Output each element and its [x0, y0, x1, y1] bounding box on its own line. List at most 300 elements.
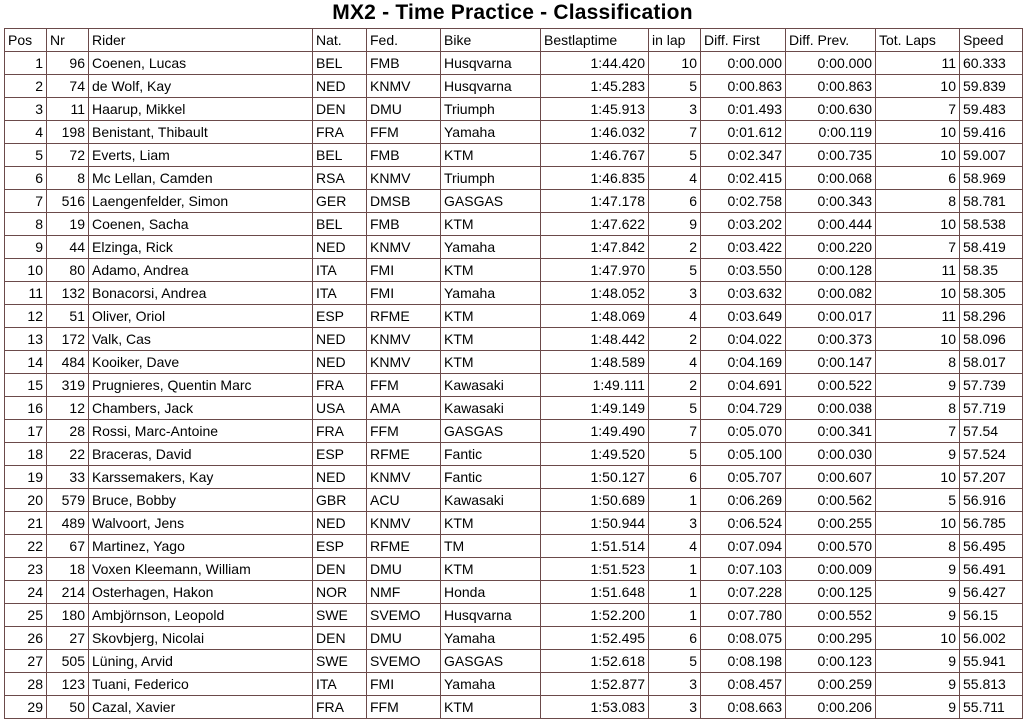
bestlaptime-cell: 1:51.514 [541, 535, 649, 558]
in-lap-cell: 5 [649, 75, 701, 98]
nr-cell: 8 [47, 167, 89, 190]
bike-cell: KTM [441, 696, 541, 719]
fed-cell: AMA [367, 397, 441, 420]
diff-first-cell: 0:05.070 [701, 420, 786, 443]
table-row [5, 374, 1023, 397]
tot-laps-cell: 10 [876, 466, 960, 489]
tot-laps-cell: 9 [876, 558, 960, 581]
bestlaptime-cell: 1:45.913 [541, 98, 649, 121]
in-lap-cell: 9 [649, 213, 701, 236]
pos-cell: 1 [5, 52, 47, 75]
table-row [5, 305, 1023, 328]
nat-cell: NED [313, 351, 367, 374]
table-row [5, 696, 1023, 719]
nr-cell: 67 [47, 535, 89, 558]
pos-cell: 21 [5, 512, 47, 535]
nr-cell: 19 [47, 213, 89, 236]
diff-first-cell: 0:02.347 [701, 144, 786, 167]
tot-laps-cell: 6 [876, 167, 960, 190]
pos-cell: 13 [5, 328, 47, 351]
diff-first-cell: 0:06.524 [701, 512, 786, 535]
tot-laps-cell: 8 [876, 351, 960, 374]
bestlaptime-cell: 1:45.283 [541, 75, 649, 98]
speed-cell: 58.35 [960, 259, 1023, 282]
column-header-nat[interactable]: Nat. [313, 29, 367, 52]
nat-cell: DEN [313, 627, 367, 650]
table-row [5, 535, 1023, 558]
table-row [5, 144, 1023, 167]
pos-cell: 14 [5, 351, 47, 374]
bestlaptime-cell: 1:47.178 [541, 190, 649, 213]
bestlaptime-cell: 1:47.842 [541, 236, 649, 259]
rider-cell: Lüning, Arvid [89, 650, 313, 673]
speed-cell: 55.711 [960, 696, 1023, 719]
in-lap-cell: 5 [649, 259, 701, 282]
column-header-bike[interactable]: Bike [441, 29, 541, 52]
table-row [5, 259, 1023, 282]
nat-cell: ESP [313, 305, 367, 328]
rider-cell: Rossi, Marc-Antoine [89, 420, 313, 443]
bestlaptime-cell: 1:48.069 [541, 305, 649, 328]
nr-cell: 516 [47, 190, 89, 213]
in-lap-cell: 3 [649, 98, 701, 121]
nr-cell: 74 [47, 75, 89, 98]
table-row [5, 351, 1023, 374]
column-header-bestlaptime[interactable]: Bestlaptime [541, 29, 649, 52]
diff-first-cell: 0:03.649 [701, 305, 786, 328]
nat-cell: ITA [313, 282, 367, 305]
pos-cell: 10 [5, 259, 47, 282]
speed-cell: 57.54 [960, 420, 1023, 443]
speed-cell: 58.296 [960, 305, 1023, 328]
classification-table [4, 28, 1023, 719]
speed-cell: 56.916 [960, 489, 1023, 512]
fed-cell: KNMV [367, 236, 441, 259]
bestlaptime-cell: 1:46.032 [541, 121, 649, 144]
diff-first-cell: 0:05.100 [701, 443, 786, 466]
tot-laps-cell: 8 [876, 397, 960, 420]
nat-cell: DEN [313, 558, 367, 581]
table-row [5, 75, 1023, 98]
tot-laps-cell: 8 [876, 190, 960, 213]
rider-cell: Mc Lellan, Camden [89, 167, 313, 190]
pos-cell: 9 [5, 236, 47, 259]
diff-prev-cell: 0:00.206 [786, 696, 876, 719]
bike-cell: Fantic [441, 443, 541, 466]
nat-cell: GBR [313, 489, 367, 512]
diff-prev-cell: 0:00.220 [786, 236, 876, 259]
diff-first-cell: 0:06.269 [701, 489, 786, 512]
bike-cell: GASGAS [441, 190, 541, 213]
rider-cell: Laengenfelder, Simon [89, 190, 313, 213]
diff-prev-cell: 0:00.030 [786, 443, 876, 466]
diff-first-cell: 0:05.707 [701, 466, 786, 489]
in-lap-cell: 2 [649, 374, 701, 397]
tot-laps-cell: 10 [876, 144, 960, 167]
bestlaptime-cell: 1:52.495 [541, 627, 649, 650]
rider-cell: Walvoort, Jens [89, 512, 313, 535]
rider-cell: Kooiker, Dave [89, 351, 313, 374]
in-lap-cell: 4 [649, 167, 701, 190]
nat-cell: SWE [313, 604, 367, 627]
speed-cell: 56.495 [960, 535, 1023, 558]
tot-laps-cell: 10 [876, 328, 960, 351]
tot-laps-cell: 9 [876, 696, 960, 719]
nr-cell: 198 [47, 121, 89, 144]
diff-prev-cell: 0:00.119 [786, 121, 876, 144]
speed-cell: 58.096 [960, 328, 1023, 351]
bike-cell: Kawasaki [441, 397, 541, 420]
pos-cell: 24 [5, 581, 47, 604]
diff-first-cell: 0:04.729 [701, 397, 786, 420]
bestlaptime-cell: 1:48.052 [541, 282, 649, 305]
nr-cell: 33 [47, 466, 89, 489]
diff-first-cell: 0:04.022 [701, 328, 786, 351]
tot-laps-cell: 8 [876, 535, 960, 558]
table-body [5, 52, 1023, 719]
pos-cell: 29 [5, 696, 47, 719]
speed-cell: 57.739 [960, 374, 1023, 397]
speed-cell: 58.781 [960, 190, 1023, 213]
bestlaptime-cell: 1:49.111 [541, 374, 649, 397]
bestlaptime-cell: 1:50.689 [541, 489, 649, 512]
bike-cell: TM [441, 535, 541, 558]
table-row [5, 213, 1023, 236]
bestlaptime-cell: 1:50.127 [541, 466, 649, 489]
table-row [5, 558, 1023, 581]
nat-cell: FRA [313, 420, 367, 443]
bike-cell: Yamaha [441, 121, 541, 144]
nat-cell: NED [313, 236, 367, 259]
fed-cell: DMSB [367, 190, 441, 213]
speed-cell: 57.207 [960, 466, 1023, 489]
header-row [5, 29, 1023, 52]
diff-first-cell: 0:07.103 [701, 558, 786, 581]
nat-cell: BEL [313, 213, 367, 236]
nr-cell: 27 [47, 627, 89, 650]
fed-cell: FMB [367, 213, 441, 236]
nr-cell: 172 [47, 328, 89, 351]
pos-cell: 27 [5, 650, 47, 673]
rider-cell: Braceras, David [89, 443, 313, 466]
diff-first-cell: 0:01.612 [701, 121, 786, 144]
rider-cell: Skovbjerg, Nicolai [89, 627, 313, 650]
fed-cell: FFM [367, 374, 441, 397]
speed-cell: 57.719 [960, 397, 1023, 420]
tot-laps-cell: 11 [876, 52, 960, 75]
tot-laps-cell: 9 [876, 581, 960, 604]
in-lap-cell: 6 [649, 466, 701, 489]
nat-cell: BEL [313, 52, 367, 75]
diff-prev-cell: 0:00.343 [786, 190, 876, 213]
rider-cell: Adamo, Andrea [89, 259, 313, 282]
speed-cell: 56.15 [960, 604, 1023, 627]
diff-prev-cell: 0:00.373 [786, 328, 876, 351]
fed-cell: RFME [367, 443, 441, 466]
fed-cell: KNMV [367, 328, 441, 351]
diff-first-cell: 0:04.169 [701, 351, 786, 374]
speed-cell: 58.017 [960, 351, 1023, 374]
pos-cell: 19 [5, 466, 47, 489]
nat-cell: NED [313, 75, 367, 98]
pos-cell: 3 [5, 98, 47, 121]
bike-cell: KTM [441, 144, 541, 167]
bestlaptime-cell: 1:47.970 [541, 259, 649, 282]
nr-cell: 28 [47, 420, 89, 443]
diff-prev-cell: 0:00.562 [786, 489, 876, 512]
bestlaptime-cell: 1:51.523 [541, 558, 649, 581]
nat-cell: ESP [313, 443, 367, 466]
column-header-diff-prev[interactable]: Diff. Prev. [786, 29, 876, 52]
diff-prev-cell: 0:00.341 [786, 420, 876, 443]
diff-first-cell: 0:08.663 [701, 696, 786, 719]
diff-first-cell: 0:02.758 [701, 190, 786, 213]
nr-cell: 489 [47, 512, 89, 535]
table-row [5, 282, 1023, 305]
table-row [5, 167, 1023, 190]
pos-cell: 28 [5, 673, 47, 696]
speed-cell: 58.305 [960, 282, 1023, 305]
nat-cell: ESP [313, 535, 367, 558]
fed-cell: DMU [367, 558, 441, 581]
rider-cell: Martinez, Yago [89, 535, 313, 558]
nat-cell: FRA [313, 374, 367, 397]
rider-cell: de Wolf, Kay [89, 75, 313, 98]
pos-cell: 12 [5, 305, 47, 328]
table-row [5, 52, 1023, 75]
rider-cell: Bruce, Bobby [89, 489, 313, 512]
speed-cell: 56.491 [960, 558, 1023, 581]
diff-first-cell: 0:07.780 [701, 604, 786, 627]
nat-cell: USA [313, 397, 367, 420]
table-row [5, 512, 1023, 535]
in-lap-cell: 1 [649, 558, 701, 581]
diff-prev-cell: 0:00.552 [786, 604, 876, 627]
bike-cell: KTM [441, 305, 541, 328]
nr-cell: 579 [47, 489, 89, 512]
diff-first-cell: 0:03.632 [701, 282, 786, 305]
speed-cell: 56.002 [960, 627, 1023, 650]
fed-cell: SVEMO [367, 650, 441, 673]
nr-cell: 50 [47, 696, 89, 719]
fed-cell: SVEMO [367, 604, 441, 627]
diff-first-cell: 0:08.075 [701, 627, 786, 650]
diff-prev-cell: 0:00.128 [786, 259, 876, 282]
diff-prev-cell: 0:00.570 [786, 535, 876, 558]
table-row [5, 650, 1023, 673]
speed-cell: 55.813 [960, 673, 1023, 696]
pos-cell: 26 [5, 627, 47, 650]
nr-cell: 22 [47, 443, 89, 466]
bestlaptime-cell: 1:46.767 [541, 144, 649, 167]
pos-cell: 22 [5, 535, 47, 558]
in-lap-cell: 2 [649, 236, 701, 259]
diff-prev-cell: 0:00.255 [786, 512, 876, 535]
pos-cell: 5 [5, 144, 47, 167]
nr-cell: 319 [47, 374, 89, 397]
diff-prev-cell: 0:00.295 [786, 627, 876, 650]
fed-cell: KNMV [367, 167, 441, 190]
diff-prev-cell: 0:00.123 [786, 650, 876, 673]
diff-prev-cell: 0:00.735 [786, 144, 876, 167]
diff-first-cell: 0:00.000 [701, 52, 786, 75]
in-lap-cell: 4 [649, 351, 701, 374]
pos-cell: 23 [5, 558, 47, 581]
in-lap-cell: 5 [649, 397, 701, 420]
bike-cell: Kawasaki [441, 374, 541, 397]
in-lap-cell: 6 [649, 190, 701, 213]
fed-cell: RFME [367, 305, 441, 328]
nr-cell: 80 [47, 259, 89, 282]
in-lap-cell: 1 [649, 581, 701, 604]
column-header-in-lap[interactable]: in lap [649, 29, 701, 52]
diff-prev-cell: 0:00.068 [786, 167, 876, 190]
pos-cell: 18 [5, 443, 47, 466]
column-header-fed[interactable]: Fed. [367, 29, 441, 52]
fed-cell: DMU [367, 627, 441, 650]
bike-cell: Triumph [441, 167, 541, 190]
rider-cell: Valk, Cas [89, 328, 313, 351]
speed-cell: 60.333 [960, 52, 1023, 75]
tot-laps-cell: 10 [876, 627, 960, 650]
bestlaptime-cell: 1:53.083 [541, 696, 649, 719]
tot-laps-cell: 5 [876, 489, 960, 512]
rider-cell: Cazal, Xavier [89, 696, 313, 719]
in-lap-cell: 4 [649, 535, 701, 558]
table-row [5, 466, 1023, 489]
bestlaptime-cell: 1:51.648 [541, 581, 649, 604]
page-title: MX2 - Time Practice - Classification [332, 1, 693, 24]
rider-cell: Benistant, Thibault [89, 121, 313, 144]
diff-prev-cell: 0:00.863 [786, 75, 876, 98]
fed-cell: DMU [367, 98, 441, 121]
nat-cell: NED [313, 328, 367, 351]
speed-cell: 59.416 [960, 121, 1023, 144]
bestlaptime-cell: 1:50.944 [541, 512, 649, 535]
bestlaptime-cell: 1:49.149 [541, 397, 649, 420]
rider-cell: Karssemakers, Kay [89, 466, 313, 489]
tot-laps-cell: 9 [876, 374, 960, 397]
speed-cell: 59.007 [960, 144, 1023, 167]
nr-cell: 96 [47, 52, 89, 75]
rider-cell: Ambjörnson, Leopold [89, 604, 313, 627]
nr-cell: 12 [47, 397, 89, 420]
column-header-pos[interactable]: Pos [5, 29, 47, 52]
fed-cell: FMI [367, 282, 441, 305]
nat-cell: GER [313, 190, 367, 213]
in-lap-cell: 3 [649, 512, 701, 535]
tot-laps-cell: 7 [876, 236, 960, 259]
pos-cell: 16 [5, 397, 47, 420]
bike-cell: KTM [441, 213, 541, 236]
in-lap-cell: 7 [649, 121, 701, 144]
bike-cell: Husqvarna [441, 75, 541, 98]
in-lap-cell: 7 [649, 420, 701, 443]
speed-cell: 56.427 [960, 581, 1023, 604]
bike-cell: Yamaha [441, 627, 541, 650]
fed-cell: FMB [367, 144, 441, 167]
tot-laps-cell: 7 [876, 98, 960, 121]
diff-prev-cell: 0:00.000 [786, 52, 876, 75]
nat-cell: NOR [313, 581, 367, 604]
diff-first-cell: 0:03.550 [701, 259, 786, 282]
diff-prev-cell: 0:00.147 [786, 351, 876, 374]
table-row [5, 420, 1023, 443]
speed-cell: 55.941 [960, 650, 1023, 673]
bestlaptime-cell: 1:52.877 [541, 673, 649, 696]
rider-cell: Elzinga, Rick [89, 236, 313, 259]
bike-cell: Honda [441, 581, 541, 604]
diff-first-cell: 0:07.228 [701, 581, 786, 604]
column-header-rider[interactable]: Rider [89, 29, 313, 52]
tot-laps-cell: 9 [876, 673, 960, 696]
bike-cell: Yamaha [441, 282, 541, 305]
diff-first-cell: 0:04.691 [701, 374, 786, 397]
column-header-tot-laps[interactable]: Tot. Laps [876, 29, 960, 52]
diff-first-cell: 0:03.422 [701, 236, 786, 259]
bike-cell: Yamaha [441, 236, 541, 259]
nr-cell: 214 [47, 581, 89, 604]
nr-cell: 123 [47, 673, 89, 696]
bike-cell: Yamaha [441, 673, 541, 696]
fed-cell: FMB [367, 52, 441, 75]
rider-cell: Haarup, Mikkel [89, 98, 313, 121]
pos-cell: 20 [5, 489, 47, 512]
bestlaptime-cell: 1:52.618 [541, 650, 649, 673]
pos-cell: 2 [5, 75, 47, 98]
rider-cell: Prugnieres, Quentin Marc [89, 374, 313, 397]
tot-laps-cell: 7 [876, 420, 960, 443]
nr-cell: 505 [47, 650, 89, 673]
in-lap-cell: 3 [649, 696, 701, 719]
column-header-diff-first[interactable]: Diff. First [701, 29, 786, 52]
fed-cell: FMI [367, 259, 441, 282]
diff-prev-cell: 0:00.630 [786, 98, 876, 121]
in-lap-cell: 1 [649, 489, 701, 512]
diff-prev-cell: 0:00.082 [786, 282, 876, 305]
tot-laps-cell: 11 [876, 305, 960, 328]
column-header-speed[interactable]: Speed [960, 29, 1023, 52]
bestlaptime-cell: 1:48.589 [541, 351, 649, 374]
pos-cell: 17 [5, 420, 47, 443]
speed-cell: 59.839 [960, 75, 1023, 98]
nr-cell: 18 [47, 558, 89, 581]
pos-cell: 8 [5, 213, 47, 236]
in-lap-cell: 4 [649, 305, 701, 328]
diff-prev-cell: 0:00.444 [786, 213, 876, 236]
diff-first-cell: 0:00.863 [701, 75, 786, 98]
tot-laps-cell: 9 [876, 443, 960, 466]
nr-cell: 72 [47, 144, 89, 167]
rider-cell: Bonacorsi, Andrea [89, 282, 313, 305]
column-header-nr[interactable]: Nr [47, 29, 89, 52]
table-row [5, 443, 1023, 466]
rider-cell: Tuani, Federico [89, 673, 313, 696]
rider-cell: Oliver, Oriol [89, 305, 313, 328]
pos-cell: 11 [5, 282, 47, 305]
tot-laps-cell: 9 [876, 650, 960, 673]
speed-cell: 57.524 [960, 443, 1023, 466]
fed-cell: KNMV [367, 512, 441, 535]
table-row [5, 627, 1023, 650]
in-lap-cell: 5 [649, 650, 701, 673]
tot-laps-cell: 9 [876, 604, 960, 627]
diff-first-cell: 0:08.457 [701, 673, 786, 696]
pos-cell: 25 [5, 604, 47, 627]
table-row [5, 236, 1023, 259]
pos-cell: 4 [5, 121, 47, 144]
nat-cell: SWE [313, 650, 367, 673]
